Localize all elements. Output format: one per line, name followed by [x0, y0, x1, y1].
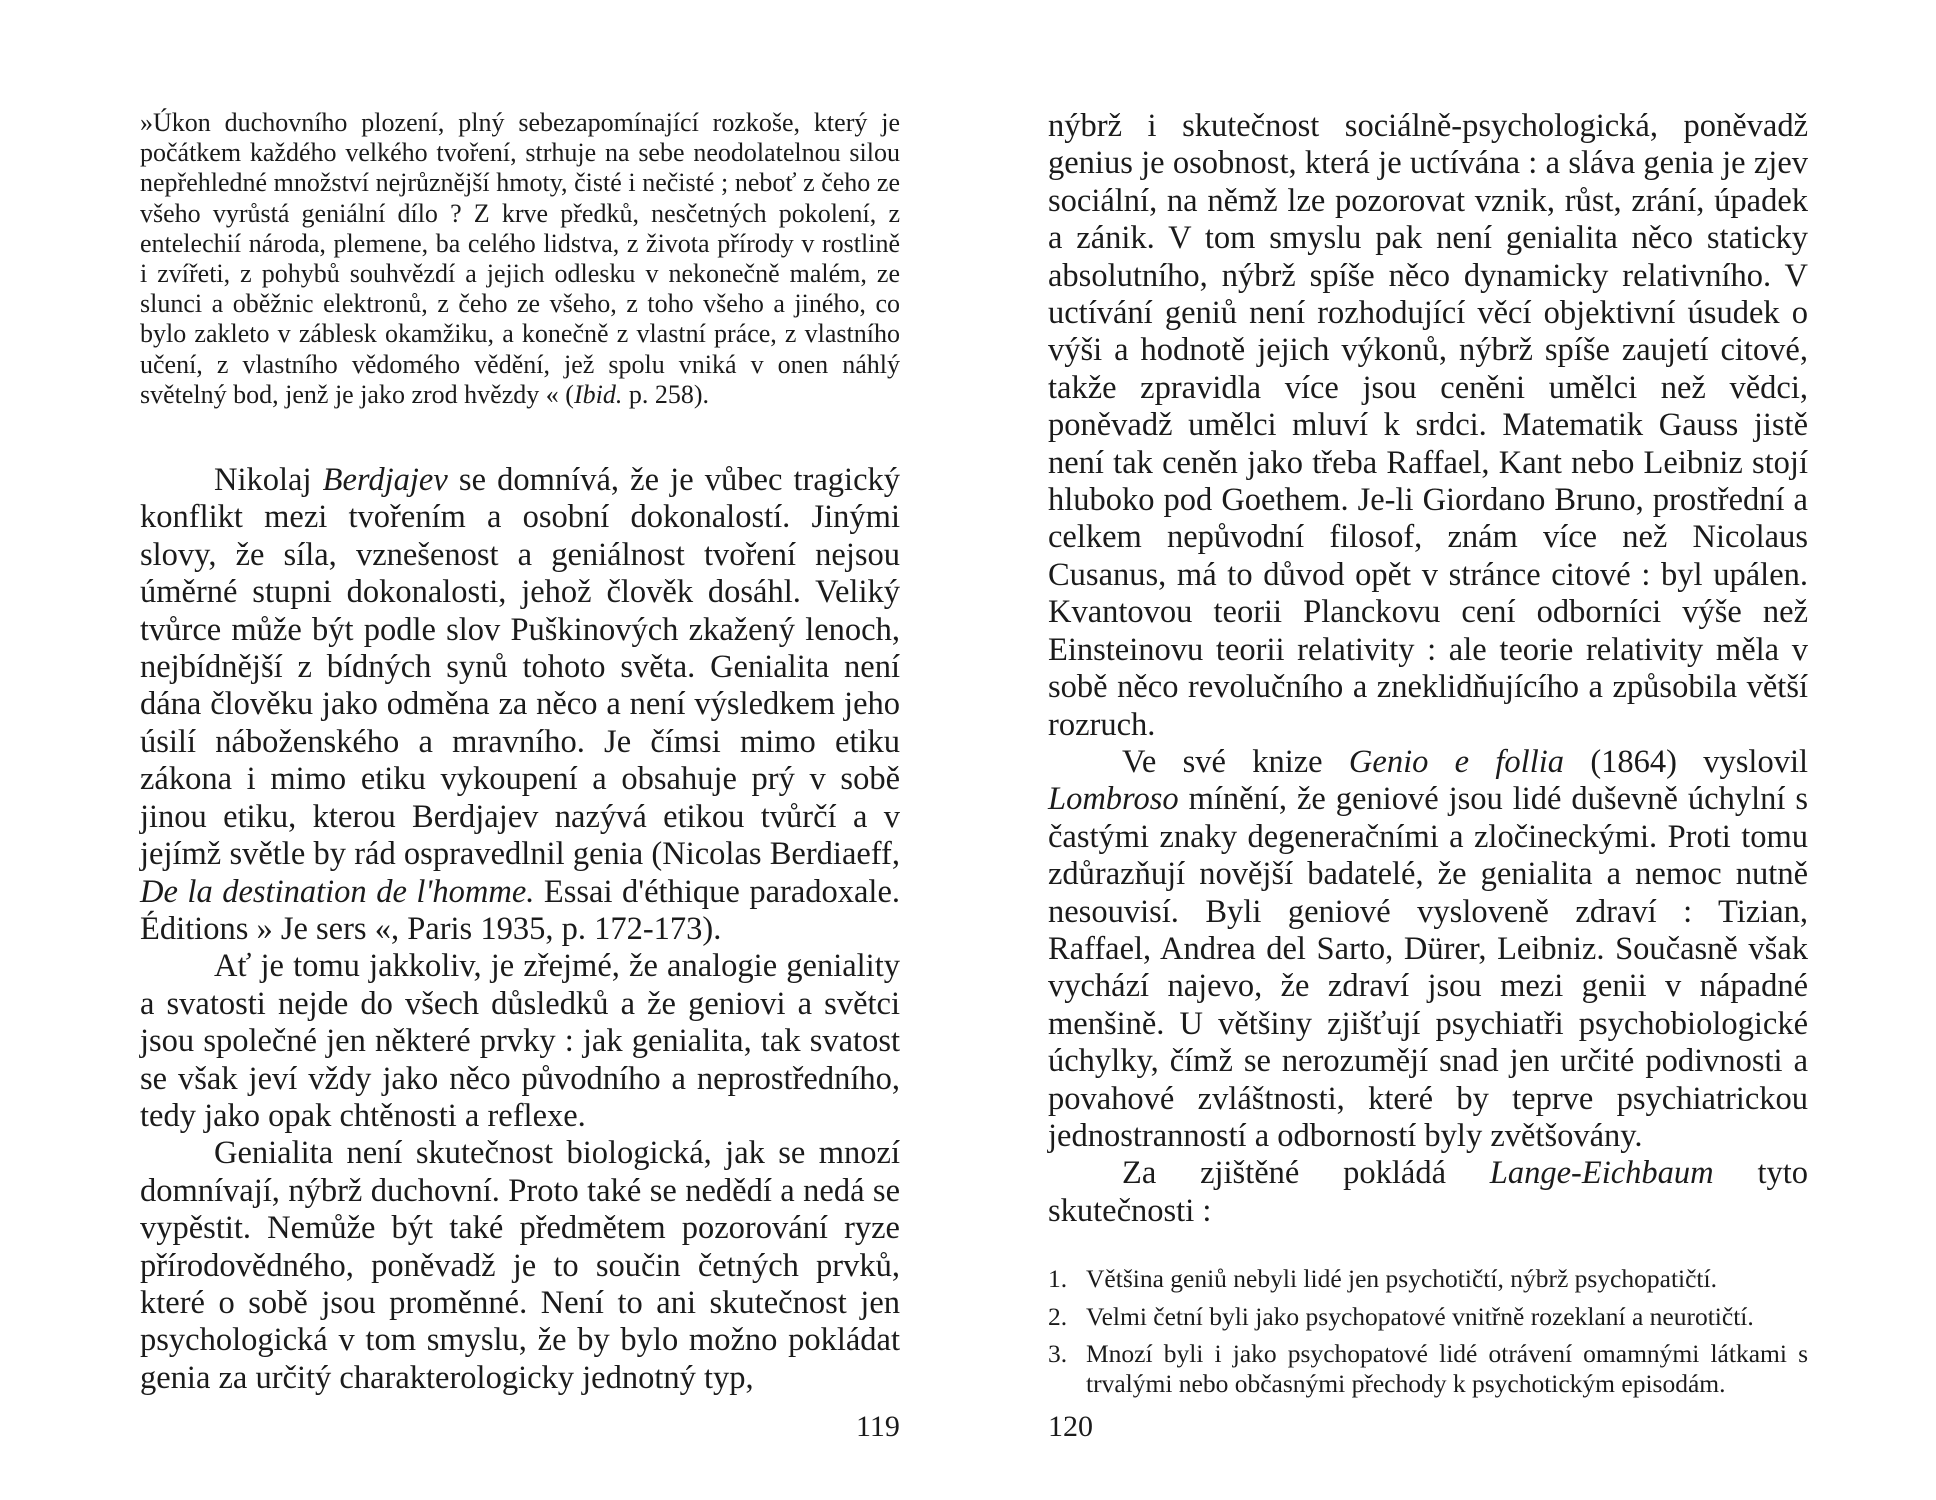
list-item — [1048, 1339, 1808, 1400]
page-number-right: 120 — [1048, 1410, 1093, 1443]
findings-list — [1048, 1264, 1808, 1400]
paragraph-lombroso — [1048, 744, 1808, 1155]
author-name: Lombroso — [1048, 781, 1179, 818]
text-run: mínění, že geniové jsou lidé duševně úchylní s častými znaky degeneračními a zločineckými. Proti tomu zdůrazňují novější badatelé, že genialita a nemoc nutně nesouvisí. Byli geniové vysloveně zdraví : Tizian, Raffael, Andrea del Sarto, Dürer, Leibniz. Současně však vychází najevo, že zdraví jsou mezi genii v nápadné menšině. U většiny zjišťují psychiatři psychobiologické úchylky, čímž se nerozumějí snad jen určité podivnosti a povahové zvláštnosti, které by teprve psychiatrickou jednostranností a odborností byly zvětšovány. — [1048, 781, 1808, 1154]
text-run: se domnívá, že je vůbec tragický konflikt mezi tvořením a osobní dokonalostí. Jinými slovy, že síla, vznešenost a geniálnost tvoření nejsou úměrné stupni dokonalosti, jehož člověk dosáhl. Veliký tvůrce může být podle slov Puškinových zkažený lenoch, nejbídnější z bídných synů tohoto světa. Genialita není dána člověku jako odměna za něco a není výsledkem jeho úsilí náboženského a mravního. Je čímsi mimo etiku zákona i mimo etiku vykoupení a obsahuje prý v sobě jinou etiku, kterou Berdjajev nazývá etikou tvůrčí a v jejímž světle by rád ospravedlnil genia (Nicolas Berdiaeff, — [140, 462, 900, 873]
spacer — [140, 410, 900, 462]
list-item — [1048, 1264, 1808, 1294]
quote-tail: p. 258). — [622, 379, 709, 409]
paragraph-genialita: Genialita není skutečnost biologická, jak se mnozí domnívají, nýbrž duchovní. Proto také se nedědí a nedá se vypěstit. Nemůže být také předmětem pozorování ryze přírodovědného, poněvadž je to součin četných prvků, které o sobě jsou proměnné. Není to ani skutečnost jen psychologická v tom smyslu, že by bylo možno pokládat genia za určitý charakterologicky jednotný typ, — [140, 1135, 900, 1396]
text-run: Ve své knize — [1122, 743, 1349, 780]
quote-text: »Úkon duchovního plození, plný sebezapomínající rozkoše, který je počátkem každého velkého tvoření, strhuje na sebe neodolatelnou silou nepřehledné množství nejrůznější hmoty, čisté i nečisté ; neboť z čeho ze všeho vyrůstá geniální dílo ? Z krve předků, nesčetných pokolení, z entelechií národa, plemene, ba celého lidstva, z života přírody v rostlině i zvířeti, z pohybů souhvězdí a jejich odlesku v nekonečně malém, ze slunci a oběžnic elektronů, z čeho ze všeho, z toho všeho a jiného, co bylo zakleto v záblesk okamžiku, a konečně z vlastní práce, z vlastního učení, z vlastního vědomého vědění, jež spolu vniká v onen náhlý světelný bod, jenž je jako zrod hvězdy « — [140, 108, 900, 409]
text-run: (1864) vyslovil — [1564, 743, 1809, 780]
author-name: Berdjajev — [322, 462, 448, 499]
right-page — [968, 0, 1936, 1500]
right-text-column — [1048, 108, 1808, 1407]
paragraph-continuation: nýbrž i skutečnost sociálně-psychologická, poněvadž genius je osobnost, která je uctívána : a sláva genia je zjev sociální, na němž lze pozorovat vznik, růst, zrání, úpadek a zánik. V tom smyslu pak není genialita něco staticky absolutního, nýbrž spíše něco dynamicky relativního. V uctívání geniů není rozhodující věcí objektivní úsudek o výši a hodnotě jejich výkonů, nýbrž spíše zaujetí citové, takže zpravidla více jsou ceněni umělci než vědci, poněvadž umělci mluví k srdci. Matematik Gauss jistě není tak ceněn jako třeba Raffael, Kant nebo Leibniz stojí hluboko pod Goethem. Je-li Giordano Bruno, prostřední a celkem nepůvodní filosof, znám více než Nicolaus Cusanus, má to důvod opět v stránce citové : byl upálen. Kvantovou teorii Planckovu cení odborníci výše než Einsteinovu teorii relativity : ale teorie relativity měla v sobě něco revolučního a zneklidňujícího a způsobila větší rozruch. — [1048, 108, 1808, 743]
list-number: 2. — [1048, 1301, 1068, 1331]
author-name: Lange-Eichbaum — [1489, 1155, 1714, 1192]
text-run: tyto skutečnosti : — [1048, 1155, 1809, 1229]
text-run: Za zjištěné pokládá — [1122, 1155, 1490, 1192]
list-number: 1. — [1048, 1264, 1068, 1294]
text-run: Essai d'éthique paradoxale. Éditions » Je sers «, Paris 1935, p. 172-173). — [140, 873, 901, 947]
page-number-left: 119 — [856, 1410, 900, 1443]
list-number: 3. — [1048, 1339, 1068, 1368]
list-text: Mnozí byli i jako psychopatové lidé otrávení omamnými látkami s trvalými nebo občasnými přechody k psychotickým episodám. — [1086, 1339, 1808, 1399]
quote-citation: Ibid. — [573, 379, 623, 409]
paragraph-lange-eichbaum — [1048, 1155, 1808, 1230]
text-run: Nikolaj — [214, 462, 323, 499]
list-text: Většina geniů nebyli lidé jen psychotičtí, nýbrž psychopatičtí. — [1086, 1264, 1717, 1294]
book-title: De la destination de l'homme. — [140, 873, 535, 910]
left-text-column — [140, 108, 900, 1397]
list-item — [1048, 1302, 1808, 1332]
paragraph-analogy: Ať je tomu jakkoliv, je zřejmé, že analogie geniality a svatosti nejde do všech důsledků a že geniovi a světci jsou společné jen některé prvky : jak genialita, tak svatost se však jeví vždy jako něco původního a neprostředního, tedy jako opak chtěnosti a reflexe. — [140, 948, 900, 1134]
list-text: Velmi četní byli jako psychopatové vnitřně rozeklaní a neurotičtí. — [1086, 1301, 1754, 1331]
book-title: Genio e follia — [1348, 743, 1565, 780]
block-quote: »Úkon duchovního plození, plný sebezapomínající rozkoše, který je počátkem každého velkého tvoření, strhuje na sebe neodolatelnou silou nepřehledné množství nejrůznější hmoty, čisté i nečisté ; neboť z čeho ze všeho vyrůstá geniální dílo ? Z krve předků, nesčetných pokolení, z entelechií národa, plemene, ba celého lidstva, z života přírody v rostlině i zvířeti, z pohybů souhvězdí a jejich odlesku v nekonečně malém, ze slunci a oběžnic elektronů, z čeho ze všeho, z toho všeho a jiného, co bylo zakleto v záblesk okamžiku, a konečně z vlastní práce, z vlastního učení, z vlastního vědomého vědění, jež spolu vniká v onen náhlý světelný bod, jenž je jako zrod hvězdy « (Ibid. p. 258). — [140, 108, 900, 409]
paragraph-berdjajev — [140, 462, 900, 948]
